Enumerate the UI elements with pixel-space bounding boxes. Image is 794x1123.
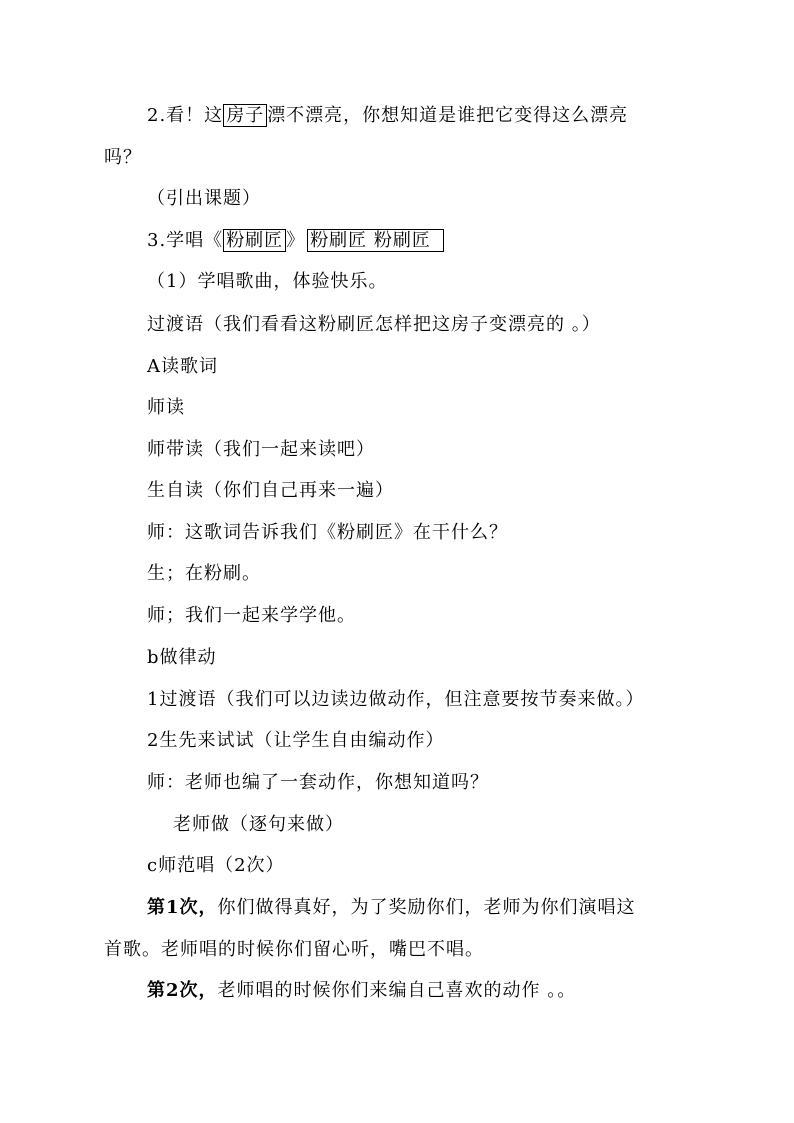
- boxed-song-title: 粉刷匠: [223, 229, 286, 252]
- paragraph-second-singing: [0, 979, 794, 1003]
- text-run: A读歌词: [147, 356, 218, 377]
- text-run: 》: [286, 230, 306, 251]
- text-run: 老师做（逐句来做）: [173, 814, 344, 835]
- paragraph: [0, 270, 794, 294]
- paragraph-subject-note: [0, 187, 794, 211]
- bold-label: 第1次，: [147, 897, 218, 918]
- paragraph-song-heading: [0, 229, 794, 253]
- text-run: 3.学唱《: [147, 230, 224, 251]
- paragraph: [0, 604, 794, 628]
- text-run: b做律动: [147, 647, 217, 668]
- text-run: 师带读（我们一起来读吧）: [147, 439, 375, 460]
- text-run: 漂不漂亮，你想知道是谁把它变得这么漂亮: [267, 105, 629, 126]
- text-run: 师；我们一起来学学他。: [147, 605, 356, 626]
- text-run: 吗？: [104, 147, 142, 168]
- paragraph: [0, 562, 794, 586]
- text-run: 师：这歌词告诉我们《粉刷匠》在干什么？: [147, 522, 508, 543]
- text-run: c师范唱（2次）: [147, 855, 285, 876]
- boxed-song-lyric: 粉刷匠 粉刷匠: [307, 229, 444, 252]
- text-run: 1过渡语（我们可以边读边做动作，但注意要按节奏来做。）: [147, 689, 645, 710]
- bold-label: 第2次，: [147, 980, 218, 1001]
- text-run: 你们做得真好，为了奖励你们，老师为你们演唱这: [217, 897, 636, 918]
- text-run: 生；在粉刷。: [147, 563, 261, 584]
- paragraph: [0, 771, 794, 795]
- text-run: （1）学唱歌曲，体验快乐。: [147, 271, 388, 292]
- paragraph: [0, 396, 794, 420]
- text-run: （引出课题）: [147, 188, 261, 209]
- text-run: 2.看！这: [147, 105, 224, 126]
- paragraph: [0, 813, 794, 837]
- paragraph: [0, 438, 794, 462]
- paragraph: [0, 646, 794, 670]
- text-run: 老师唱的时候你们来编自己喜欢的动作 。。: [217, 980, 577, 1001]
- paragraph: [0, 854, 794, 878]
- paragraph: [0, 355, 794, 379]
- boxed-word: 房子: [223, 104, 267, 127]
- text-run: 师读: [147, 397, 185, 418]
- paragraph: [0, 729, 794, 753]
- paragraph-intro-continued: [0, 146, 794, 170]
- paragraph: [0, 479, 794, 503]
- text-run: 生自读（你们自己再来一遍）: [147, 480, 394, 501]
- paragraph-first-singing: [0, 896, 794, 920]
- paragraph: [0, 688, 794, 712]
- paragraph-first-singing-continued: [0, 938, 794, 962]
- text-run: 过渡语（我们看看这粉刷匠怎样把这房子变漂亮的 。）: [147, 314, 601, 335]
- text-run: 师：老师也编了一套动作，你想知道吗？: [147, 772, 489, 793]
- text-run: 首歌。老师唱的时候你们留心听，嘴巴不唱。: [104, 939, 484, 960]
- paragraph-intro: [0, 104, 794, 128]
- paragraph: [0, 313, 794, 337]
- text-run: 2生先来试试（让学生自由编动作）: [147, 730, 445, 751]
- paragraph: [0, 521, 794, 545]
